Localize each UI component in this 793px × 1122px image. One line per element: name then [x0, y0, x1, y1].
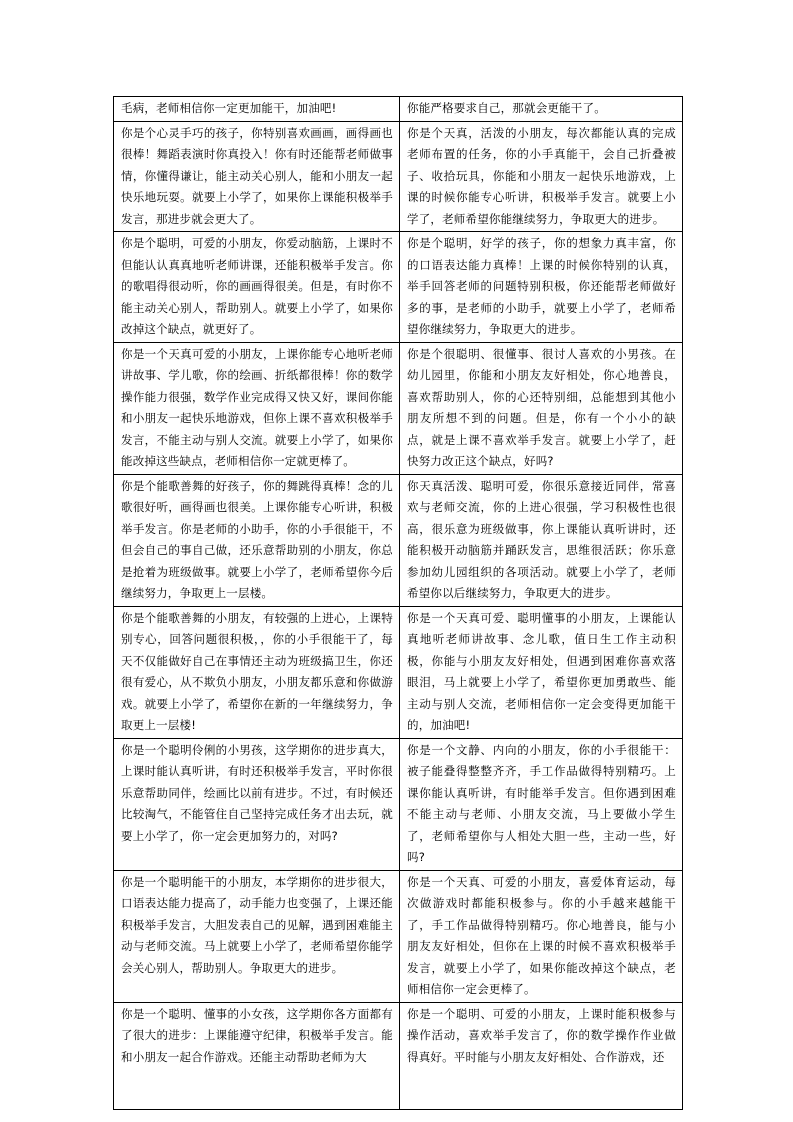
comment-cell: 你是一个聪明、懂事的小女孩，这学期你各方面都有了很大的进步：上课能遵守纪律，积极举手发言。能和小朋友一起合作游戏。还能主动帮助老师为大 — [114, 1002, 400, 1109]
comment-cell: 你是一个聪明、可爱的小朋友，上课时能积极参与操作活动，喜欢举手发言了，你的数学操作作业做得真好。平时能与小朋友友好相处、合作游戏，还 — [400, 1002, 683, 1109]
comment-cell: 你是一个聪明伶俐的小男孩，这学期你的进步真大，上课时能认真听讲，有时还积极举手发言，平时你很乐意帮助同伴，绘画比以前有进步。不过，有时候还比较淘气，不能管住自己坚持完成任务才出去玩，就要上小学了，你一定会更加努力的，对吗? — [114, 738, 400, 870]
comment-cell: 你是一个天真可爱的小朋友，上课你能专心地听老师讲故事、学儿歌，你的绘画、折纸都很棒！你的数学操作能力很强，数学作业完成得又快又好，课间你能和小朋友一起快乐地游戏，但你上课不喜欢积极举手发言，不能主动与别人交流。就要上小学了，如果你能改掉这些缺点，老师相信你一定就更棒了。 — [114, 342, 400, 474]
comment-cell: 你是个能歌善舞的小朋友，有较强的上进心，上课特别专心，回答问题很积极，，你的小手很能干了，每天不仅能做好自己在事情还主动为班级搞卫生，你还很有爱心，从不欺负小朋友，小朋友都乐意和你做游戏。就要上小学了，希望你在新的一年继续努力，争取更上一层楼! — [114, 606, 400, 738]
comment-cell: 你天真活泼、聪明可爱，你很乐意接近同伴，常喜欢与老师交流，你的上进心很强，学习积极性也很高，很乐意为班级做事，你上课能认真听讲时，还能积极开动脑筋并踊跃发言，思维很活跃；你乐意参加幼儿园组织的各项活动。就要上小学了，老师希望你以后继续努力，争取更大的进步。 — [400, 474, 683, 606]
comment-cell: 你是个能歌善舞的好孩子，你的舞跳得真棒！念的儿歌很好听，画得画也很美。上课你能专心听讲，积极举手发言。你是老师的小助手，你的小手很能干，不但会自己的事自己做，还乐意帮助别的小朋友，你总是抢着为班级做事。就要上小学了，老师希望你今后继续努力，争取更上一层楼。 — [114, 474, 400, 606]
table-row — [114, 870, 683, 1002]
comment-cell: 你是一个聪明能干的小朋友，本学期你的进步很大，口语表达能力提高了，动手能力也变强了，上课还能积极举手发言，大胆发表自己的见解，遇到困难能主动与老师交流。马上就要上小学了，老师希望你能学会关心别人，帮助别人。争取更大的进步。 — [114, 870, 400, 1002]
comment-cell: 你是一个天真、可爱的小朋友，喜爱体育运动，每次做游戏时都能积极参与。你的小手越来越能干了，手工作品做得特别精巧。你心地善良，能与小朋友友好相处，但你在上课的时候不喜欢积极举手发言，就要上小学了，如果你能改掉这个缺点，老师相信你一定会更棒了。 — [400, 870, 683, 1002]
comments-table — [113, 96, 683, 1110]
comment-cell: 你是个聪明，好学的孩子，你的想象力真丰富，你的口语表达能力真棒！上课的时候你特别的认真，举手回答老师的问题特别积极，你还能帮老师做好多的事，是老师的小助手，就要上小学了，老师希望你继续努力，争取更大的进步。 — [400, 232, 683, 343]
comment-cell: 毛病，老师相信你一定更加能干，加油吧! — [114, 97, 400, 122]
table-row — [114, 606, 683, 738]
table-row — [114, 232, 683, 343]
comment-cell: 你是个天真，活泼的小朋友，每次都能认真的完成老师布置的任务，你的小手真能干，会自己折叠被子、收拾玩具，你能和小朋友一起快乐地游戏，上课的时候你能专心听讲，积极举手发言。就要上小学了，老师希望你能继续努力，争取更大的进步。 — [400, 121, 683, 232]
comment-cell: 你是一个文静、内向的小朋友，你的小手很能干：被子能叠得整整齐齐，手工作品做得特别精巧。上课你能认真听讲，有时能举手发言。但你遇到困难不能主动与老师、小朋友交流，马上要做小学生了，老师希望你与人相处大胆一些，主动一些，好吗? — [400, 738, 683, 870]
table-row — [114, 474, 683, 606]
comment-cell: 你是个心灵手巧的孩子，你特别喜欢画画，画得画也很棒！舞蹈表演时你真投入！你有时还能帮老师做事情，你懂得谦让，能主动关心别人，能和小朋友一起快乐地玩耍。就要上小学了，如果你上课能积极举手发言，那进步就会更大了。 — [114, 121, 400, 232]
comment-cell: 你是个聪明，可爱的小朋友，你爱动脑筋，上课时不但能认认真真地听老师讲课，还能积极举手发言。你的歌唱得很动听，你的画画得很美。但是，有时你不能主动关心别人，帮助别人。就要上小学了，如果你改掉这个缺点，就更好了。 — [114, 232, 400, 343]
table-row — [114, 342, 683, 474]
table-row — [114, 738, 683, 870]
table-row — [114, 1002, 683, 1109]
comment-cell: 你能严格要求自己，那就会更能干了。 — [400, 97, 683, 122]
table-row — [114, 97, 683, 122]
comment-cell: 你是一个天真可爱、聪明懂事的小朋友，上课能认真地听老师讲故事、念儿歌，值日生工作主动积极，你能与小朋友友好相处，但遇到困难你喜欢落眼泪，马上就要上小学了，希望你更加勇敢些、能主动与别人交流，老师相信你一定会变得更加能干的，加油吧! — [400, 606, 683, 738]
comment-cell: 你是个很聪明、很懂事、很讨人喜欢的小男孩。在幼儿园里，你能和小朋友友好相处，你心地善良，喜欢帮助别人，你的心还特别细，总能想到其他小朋友所想不到的问题。但是，你有一个小小的缺点，就是上课不喜欢举手发言。就要上小学了，赶快努力改正这个缺点，好吗? — [400, 342, 683, 474]
table-row — [114, 121, 683, 232]
